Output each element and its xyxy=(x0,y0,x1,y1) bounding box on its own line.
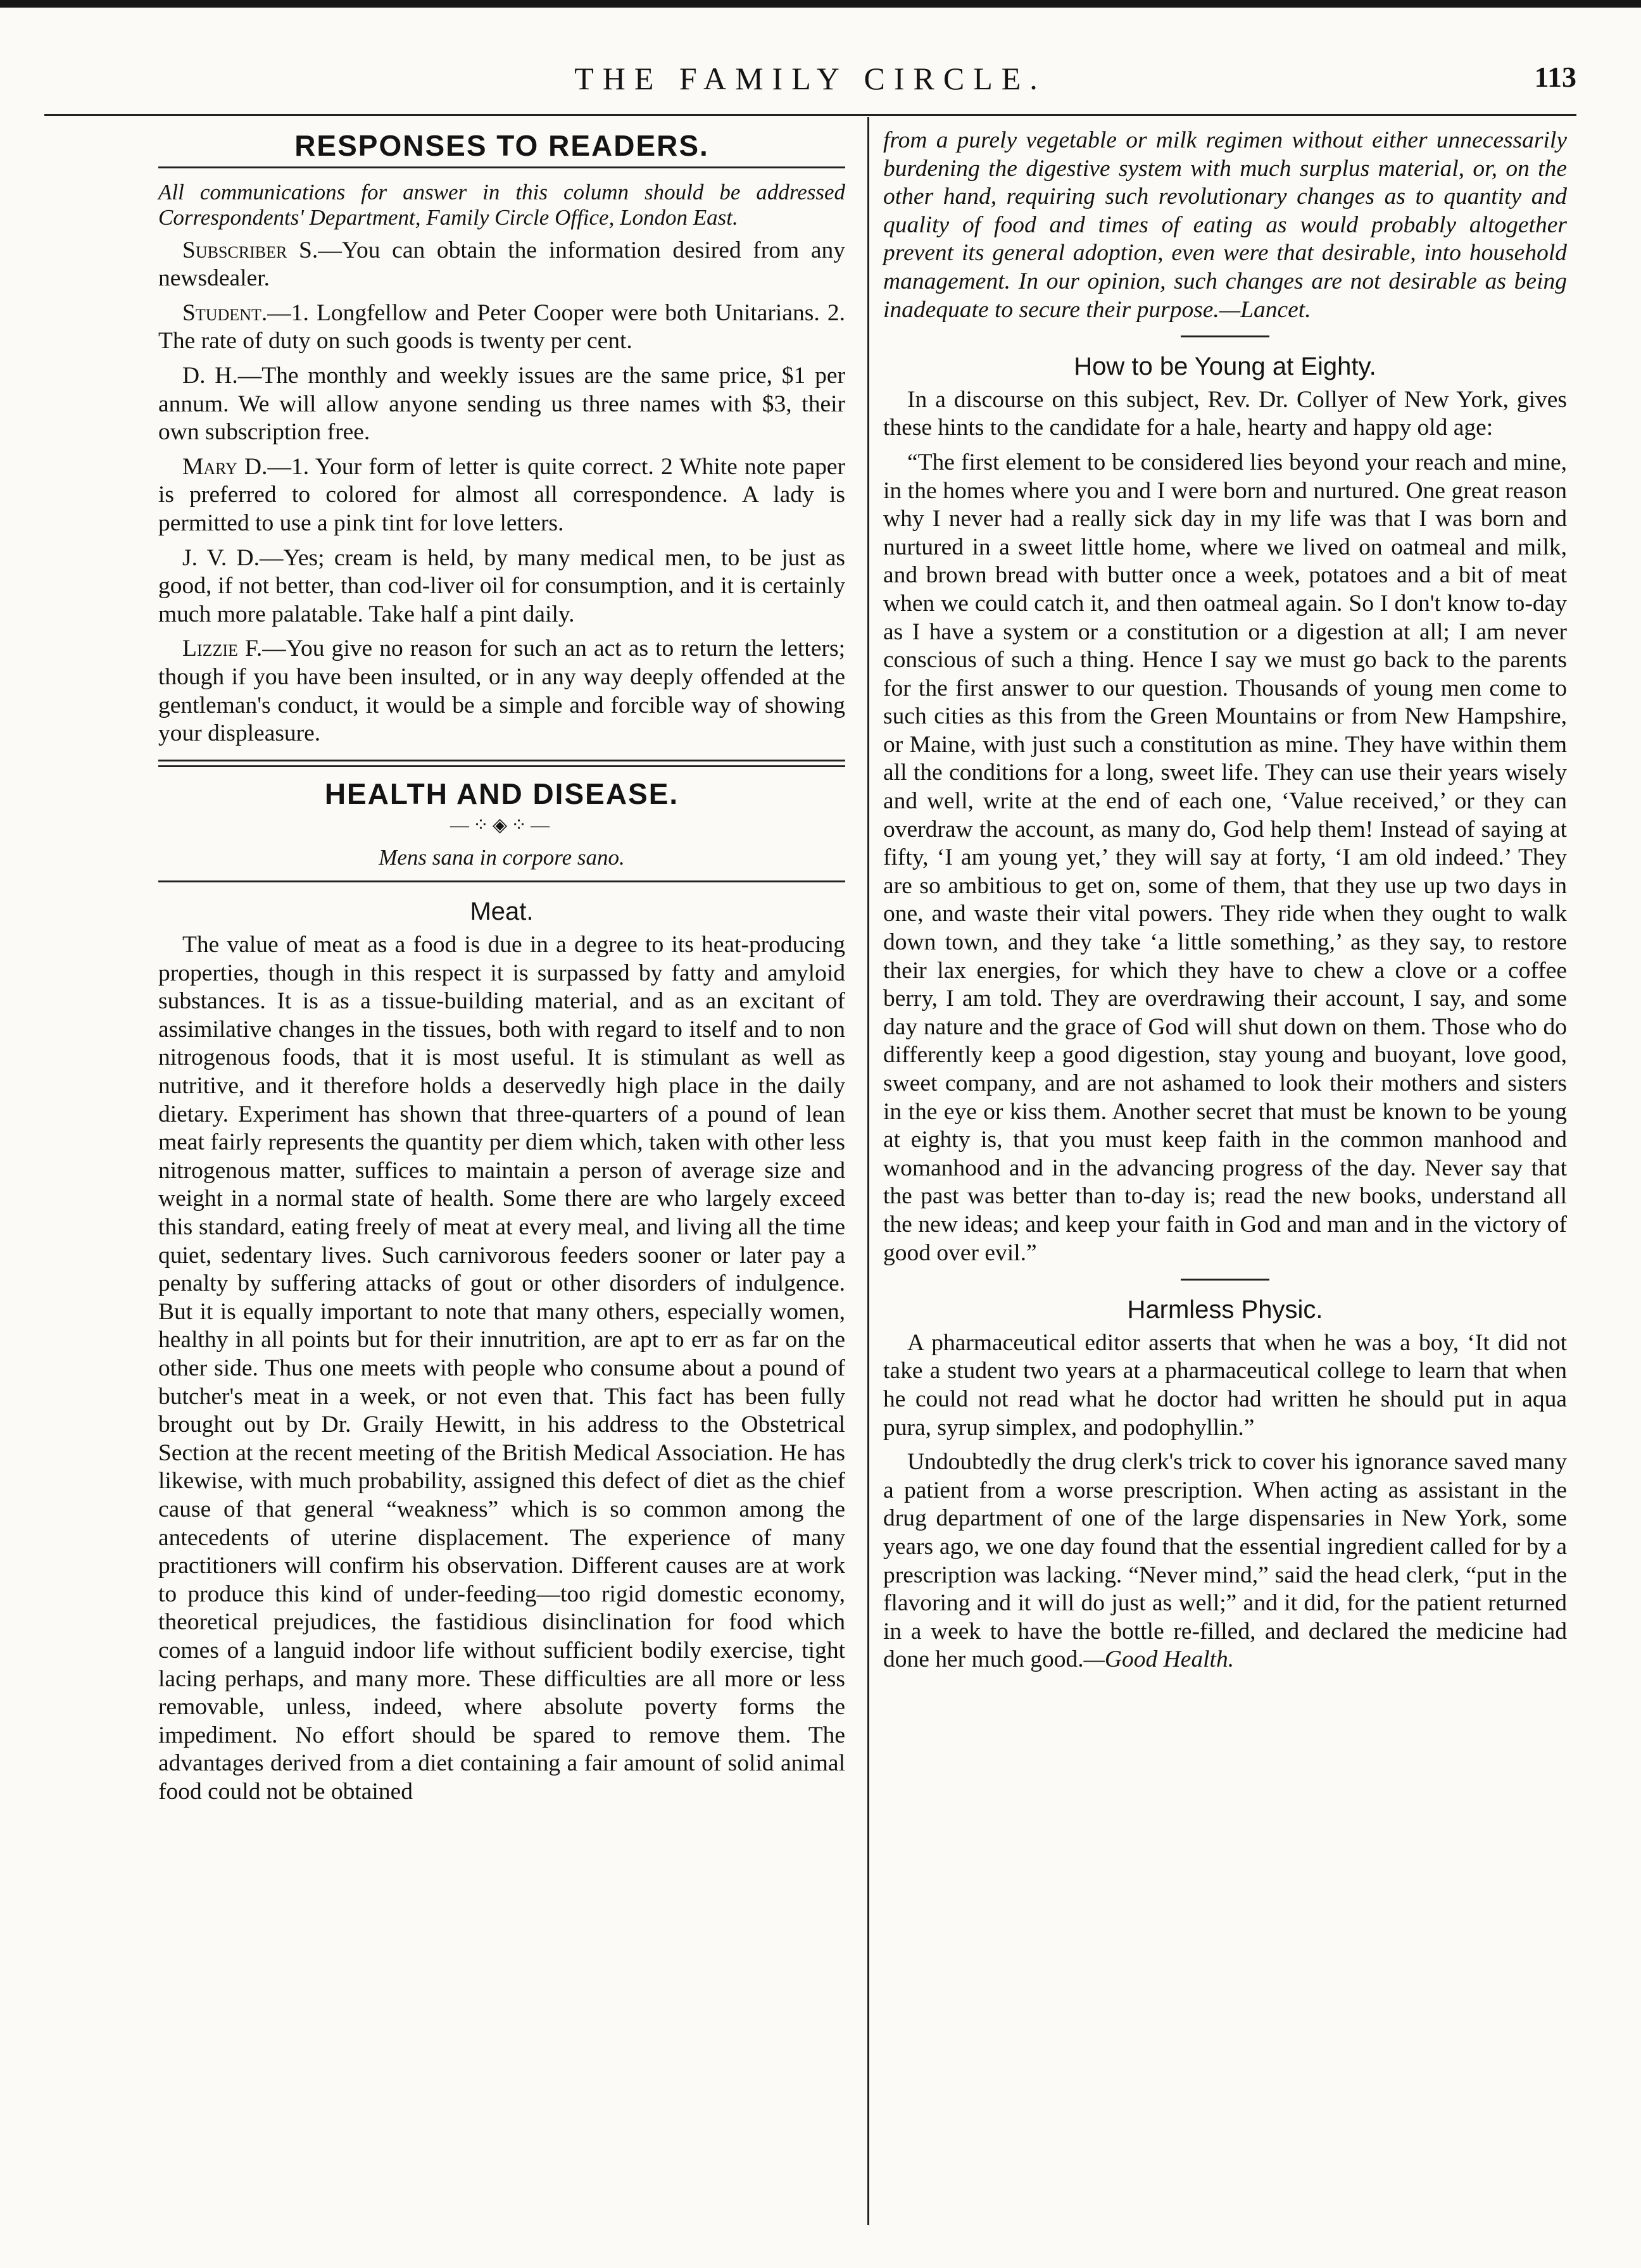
correspondent-name: Student. xyxy=(182,299,268,326)
right-column xyxy=(883,127,1567,1681)
header-rule xyxy=(44,114,1576,116)
meat-article-text: The value of meat as a food is due in a degree to its heat-producing properties, though in this respect it is surpassed by fatty and amyloid substances. It is as a tissue-building material, and as an excitant of assimilative changes in the tissues, both with regard to itself and to non nitrogenous foods, that it is most useful. It is stimulant as well as nutritive, and it therefore holds a deservedly high place in the daily dietary. Experiment has shown that three-quarters of a pound of lean meat fairly represents the quantity per diem which, taken with other less nitrogenous matter, suffices to maintain a person of average size and weight in a normal state of health. Some there are who largely exceed this standard, eating freely of meat at every meal, and living all the time quiet, sedentary lives. Such carnivorous feeders sooner or later pay a penalty by suffering attacks of gout or other disorders of indulgence. But it is equally important to note that many others, especially women, healthy in all points but for their innutrition, are apt to err as far on the other side. Thus one meets with people who consume about a pound of butcher's meat in a week, or not even that. This fact has been fully brought out by Dr. Graily Hewitt, in his address to the Obstetrical Section at the recent meeting of the British Medical Association. He has likewise, with much probability, assigned this defect of diet as the chief cause of that general “weakness” which is so common among the antecedents of uterine displacement. The experience of many practitioners will confirm his observation. Different causes are at work to produce this kind of under-feeding—too rigid domestic economy, theoretical prejudices, the fastidious disinclination for food which comes of a languid indoor life without sufficient bodily exercise, tight lacing perhaps, and many more. These difficulties are all more or less removable, unless, indeed, where absolute poverty forms the impediment. No effort should be spared to remove them. The advantages derived from a diet containing a fair amount of solid animal food could not be obtained xyxy=(158,932,845,1805)
left-column xyxy=(158,127,845,1812)
correspondent-name: Mary D. xyxy=(182,453,268,480)
response-item xyxy=(158,453,845,538)
response-item xyxy=(158,635,845,748)
physic-paragraph-2 xyxy=(883,1448,1567,1674)
article-separator xyxy=(1181,335,1269,337)
continued-italic-text: from a purely vegetable or milk regimen without either unnecessarily burdening the digestive system with much surplus material, or, on the other hand, requiring such revolutionary changes as to quantity and quality of food and times of eating as would probably altogether prevent its general adoption, even were that desirable, into household management. In our opinion, such changes are not desirable as being inadequate to secure their purpose. xyxy=(883,127,1567,323)
section-double-rule xyxy=(158,760,845,767)
ornament-flourish: —⁘◈⁘— xyxy=(450,815,554,836)
young-quote: “The first element to be considered lies beyond your reach and mine, in the homes where you and I were born and nurtured. One great reason why I never had a really sick day in my life was that I was born and nurtured in a sweet little home, where we lived on oatmeal and milk, and brown bread with butter once a week, potatoes and a bit of meat when we could catch it, and then oatmeal again. So I don't know to-day as I have a system or a constitution or a digestion at all; I am never conscious of such a thing. Hence I say we must go back to the parents for the first answer to our question. Thousands of young men come to such cities as this from the Green Mountains or from New Hampshire, or Maine, with just such a constitution as mine. They have within them all the conditions for a long, sweet life. They can use their years wisely and well, write at the end of each one, ‘Value received,’ or they can overdraw the account, as many do, God help them! Instead of saying at fifty, ‘I am young yet,’ they will say at forty, ‘I am old indeed.’ They are so ambitious to get on, some of them, that they use up two days in one, and waste their vital powers. They ride when they ought to walk down town, and they take ‘a little something,’ as they say, to restore their lax energies, for which they have to chew a clove or a coffee berry, I am told. They are overdrawing their account, I say, and some day nature and the grace of God will shut down on them. Those who do differently keep a good digestion, stay young and buoyant, love good, sweet company, and are not ashamed to look their mothers and sisters in the eye or kiss them. Another secret that must be known to be young at eighty is, that you must keep faith in the common manhood and womanhood and in the advancing progress of the day. Never say that the past was better than to-day is; read the new books, understand all the new ideas; and keep your faith in God and man and in the victory of good over evil.” xyxy=(883,449,1567,1266)
physic-paragraph-2-text: Undoubtedly the drug clerk's trick to cover his ignorance saved many a patient from a worse prescription. When acting as assistant in the drug department of one of the large dispensaries in New York, some years ago, we one day found that the essential ingredient called for by a prescription was lacking. “Never mind,” said the head clerk, “put in the flavoring and it will do just as well;” and it did, for the patient returned in a week to have the bottle re-filled, and declared the medicine had done her much good. xyxy=(883,1449,1567,1673)
physic-title: Harmless Physic. xyxy=(1127,1296,1323,1324)
meat-title: Meat. xyxy=(470,898,534,926)
response-text: —1. Longfellow and Peter Cooper were both Unitarians. 2. The rate of duty on such goods is twenty per cent. xyxy=(158,299,845,354)
column-divider xyxy=(867,117,869,2225)
article-separator xyxy=(1181,1279,1269,1281)
response-text: —You give no reason for such an act as to return the letters; though if you have been insulted, or in any way deeply offended at the gentleman's conduct, it would be a simple and forcible way of showing your displeasure. xyxy=(158,636,845,747)
physic-paragraph-1: A pharmaceutical editor asserts that when he was a boy, ‘It did not take a student two years at a pharmaceutical college to learn that when he could not read what he doctor had written he should put in aqua pura, syrup simplex, and podophyllin.” xyxy=(883,1329,1567,1441)
response-item xyxy=(158,544,845,629)
response-item xyxy=(158,362,845,447)
response-item xyxy=(158,299,845,356)
responses-heading: RESPONSES TO READERS. xyxy=(294,129,709,162)
meat-source: —Lancet. xyxy=(1219,296,1311,323)
young-title: How to be Young at Eighty. xyxy=(1074,353,1376,381)
response-text: —Yes; cream is held, by many medical men, to be just as good, if not better, than cod-liver oil for consumption, and it is certainly much more palatable. Take half a pint daily. xyxy=(158,544,845,627)
magazine-title: THE FAMILY CIRCLE. xyxy=(574,61,1047,96)
correspondent-name: J. V. D. xyxy=(182,544,260,571)
response-text: —The monthly and weekly issues are the same price, $1 per annum. We will allow anyone sending us three names with $3, their own subscription free. xyxy=(158,362,845,446)
motto-rule xyxy=(158,880,845,882)
physic-source: —Good Health. xyxy=(1083,1646,1235,1673)
responses-notice: All communications for answer in this column should be addressed Correspondents' Department, Family Circle Office, London East. xyxy=(158,179,845,230)
response-text: —You can obtain the information desired from any newsdealer. xyxy=(158,237,845,292)
young-intro: In a discourse on this subject, Rev. Dr. Collyer of New York, gives these hints to the candidate for a hale, hearty and happy old age: xyxy=(883,386,1567,441)
top-edge-band xyxy=(0,0,1641,8)
response-item xyxy=(158,237,845,293)
running-header xyxy=(44,60,1576,104)
correspondent-name: D. H. xyxy=(182,362,238,389)
page-number: 113 xyxy=(1534,61,1576,93)
responses-rule xyxy=(158,166,845,168)
correspondent-name: Subscriber S. xyxy=(182,237,318,263)
health-motto: Mens sana in corpore sano. xyxy=(379,844,625,870)
response-text: —1. Your form of letter is quite correct. 2 White note paper is preferred to colored for almost all correspondence. A lady is permitted to use a pink tint for love letters. xyxy=(158,453,845,536)
meat-article-continued xyxy=(883,127,1567,324)
correspondent-name: Lizzie F. xyxy=(182,636,263,662)
health-heading: HEALTH AND DISEASE. xyxy=(324,777,679,810)
